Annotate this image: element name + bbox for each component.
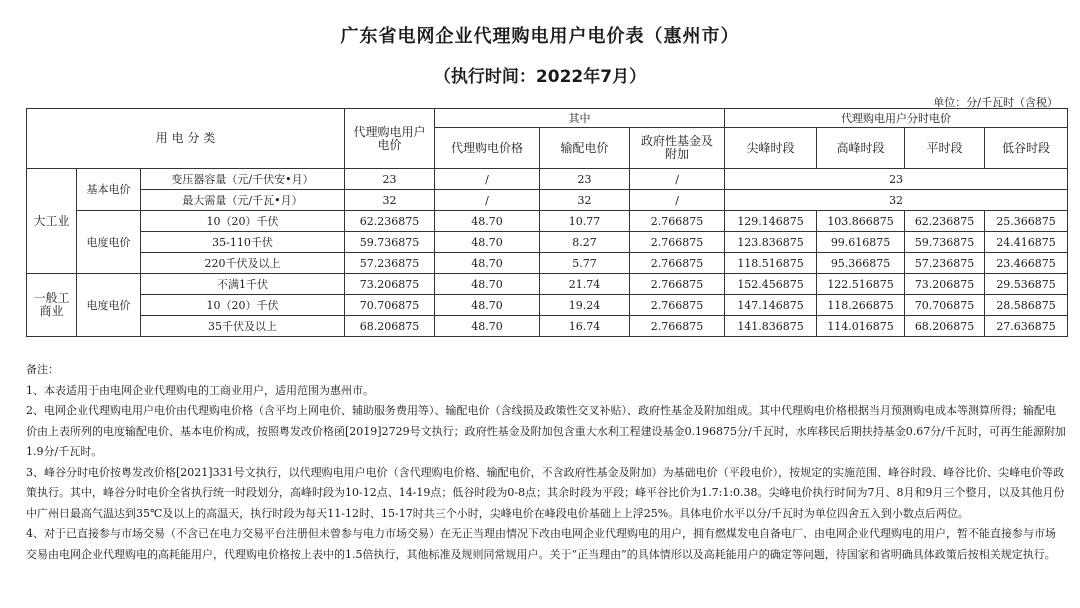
cell-valley: 24.416875 [985, 232, 1068, 253]
cell-valley: 27.636875 [985, 316, 1068, 337]
cell-valley: 25.366875 [985, 211, 1068, 232]
page-title: 广东省电网企业代理购电用户电价表（惠州市） [340, 26, 740, 47]
cell-fund: 2.766875 [630, 253, 725, 274]
table-row [27, 169, 1068, 190]
cell-price: 59.736875 [345, 232, 435, 253]
note-2: 2、电网企业代理购电用户电价由代理购电价格（含平均上网电价、辅助服务费用等）、输配电价（含线损及政策性交叉补贴）、政府性基金及附加组成。其中代理购电价格根据当月预测购电成本等测算所得；输配电价由上表所列的电度输配电价、基本电价构成，按照粤发改价格函[2019]2729号文执行；政府性基金及附加包含重大水利工程建设基金0.196875分/千瓦时，水库移民后期扶持基金0.67分/千瓦时，可再生能源附加1.9分/千瓦时。 [26, 404, 1066, 458]
cell-sharp: 141.836875 [725, 316, 817, 337]
cell-sharp: 118.516875 [725, 253, 817, 274]
cell-price: 57.236875 [345, 253, 435, 274]
cell-agent: 48.70 [435, 211, 540, 232]
cell-agent: / [435, 169, 540, 190]
cell-trans: 32 [540, 190, 630, 211]
cell-trans: 8.27 [540, 232, 630, 253]
cell-agent: 48.70 [435, 274, 540, 295]
row-name: 不满1千伏 [141, 274, 345, 295]
basic-price-label: 基本电价 [77, 169, 141, 211]
cell-fund: 2.766875 [630, 316, 725, 337]
row-name: 变压器容量（元/千伏安•月） [141, 169, 345, 190]
table-row [27, 295, 1068, 316]
table-row [27, 253, 1068, 274]
cell-trans: 19.24 [540, 295, 630, 316]
unit-note: 单位：分/千瓦时（含税） [933, 96, 1058, 109]
cell-fund: 2.766875 [630, 295, 725, 316]
row-name: 35-110千伏 [141, 232, 345, 253]
cell-fund: / [630, 169, 725, 190]
table-row [27, 316, 1068, 337]
cell-flat: 57.236875 [905, 253, 985, 274]
row-name: 35千伏及以上 [141, 316, 345, 337]
cell-peak: 122.516875 [817, 274, 905, 295]
category-large-industry: 大工业 [27, 169, 77, 274]
cell-tou: 23 [725, 169, 1068, 190]
cell-peak: 95.366875 [817, 253, 905, 274]
cell-sharp: 147.146875 [725, 295, 817, 316]
cell-trans: 23 [540, 169, 630, 190]
cell-agent: 48.70 [435, 295, 540, 316]
header-category: 用 电 分 类 [27, 109, 345, 169]
cell-agent: 48.70 [435, 316, 540, 337]
cell-price: 62.236875 [345, 211, 435, 232]
table-row [27, 211, 1068, 232]
cell-sharp: 123.836875 [725, 232, 817, 253]
notes-section [26, 360, 1066, 565]
note-4: 4、对于已直接参与市场交易（不含已在电力交易平台注册但未曾参与电力市场交易）在无正当理由情况下改由电网企业代理购电的用户，拥有燃煤发电自备电厂、由电网企业代理购电的用户，暂不能直接参与市场交易由电网企业代理购电的高耗能用户，代理购电价格按上表中的1.5倍执行，其他标准及规则同常规用户。关于“正当理由”的具体情形以及高耗能用户的确定等问题，待国家和省明确具体政策后按相关规定执行。 [26, 527, 1056, 561]
cell-flat: 59.736875 [905, 232, 985, 253]
table-row [27, 190, 1068, 211]
header-valley: 低谷时段 [985, 128, 1068, 169]
note-1: 1、本表适用于由电网企业代理购电的工商业用户，适用范围为惠州市。 [26, 383, 374, 397]
header-of-which: 其中 [435, 109, 725, 128]
cell-valley: 29.536875 [985, 274, 1068, 295]
price-table [26, 108, 1068, 337]
cell-flat: 70.706875 [905, 295, 985, 316]
cell-price: 23 [345, 169, 435, 190]
cell-price: 32 [345, 190, 435, 211]
row-name: 10（20）千伏 [141, 211, 345, 232]
header-sharp-peak: 尖峰时段 [725, 128, 817, 169]
header-gov-fund: 政府性基金及 附加 [630, 128, 725, 169]
header-peak: 高峰时段 [817, 128, 905, 169]
cell-peak: 103.866875 [817, 211, 905, 232]
cell-valley: 23.466875 [985, 253, 1068, 274]
cell-tou: 32 [725, 190, 1068, 211]
cell-fund: / [630, 190, 725, 211]
header-agent-user-price: 代理购电用户 电价 [345, 109, 435, 169]
cell-agent: 48.70 [435, 232, 540, 253]
cell-peak: 118.266875 [817, 295, 905, 316]
cell-price: 70.706875 [345, 295, 435, 316]
note-3: 3、峰谷分时电价按粤发改价格[2021]331号文执行，以代理购电用户电价（含代理购电价格、输配电价，不含政府性基金及附加）为基础电价（平段电价），按规定的实施范围、峰谷时段、峰谷比价、尖峰电价等政策执行。其中，峰谷分时电价全省执行统一时段划分，高峰时段为10-12点、14-19点；低谷时段为0-8点；其余时段为平段；峰平谷比价为1.7:1:0.38。尖峰电价执行时间为7月、8月和9月三个整月，以及其他月份中广州日最高气温达到35℃及以上的高温天，执行时段为每天11-12时、15-17时共三个小时，尖峰电价在峰段电价基础上上浮25%。具体电价水平以分/千瓦时为单位四舍五入到小数点后两位。 [26, 465, 1065, 520]
cell-trans: 5.77 [540, 253, 630, 274]
cell-price: 73.206875 [345, 274, 435, 295]
cell-peak: 114.016875 [817, 316, 905, 337]
page-subtitle: （执行时间：2022年7月） [433, 67, 647, 87]
energy-price-label: 电度电价 [77, 274, 141, 337]
cell-flat: 62.236875 [905, 211, 985, 232]
header-tou: 代理购电用户分时电价 [725, 109, 1068, 128]
cell-trans: 10.77 [540, 211, 630, 232]
cell-flat: 68.206875 [905, 316, 985, 337]
header-transmission: 输配电价 [540, 128, 630, 169]
cell-trans: 16.74 [540, 316, 630, 337]
energy-price-label: 电度电价 [77, 211, 141, 274]
cell-trans: 21.74 [540, 274, 630, 295]
cell-sharp: 129.146875 [725, 211, 817, 232]
row-name: 10（20）千伏 [141, 295, 345, 316]
cell-fund: 2.766875 [630, 274, 725, 295]
notes-heading: 备注： [26, 363, 59, 376]
cell-price: 68.206875 [345, 316, 435, 337]
header-agent-purchase: 代理购电价格 [435, 128, 540, 169]
cell-agent: 48.70 [435, 253, 540, 274]
cell-valley: 28.586875 [985, 295, 1068, 316]
row-name: 220千伏及以上 [141, 253, 345, 274]
cell-flat: 73.206875 [905, 274, 985, 295]
table-row [27, 274, 1068, 295]
cell-agent: / [435, 190, 540, 211]
header-flat: 平时段 [905, 128, 985, 169]
cell-fund: 2.766875 [630, 232, 725, 253]
category-general-commerce: 一般工 商业 [27, 274, 77, 337]
cell-fund: 2.766875 [630, 211, 725, 232]
table-row [27, 232, 1068, 253]
cell-peak: 99.616875 [817, 232, 905, 253]
cell-sharp: 152.456875 [725, 274, 817, 295]
row-name: 最大需量（元/千瓦•月） [141, 190, 345, 211]
